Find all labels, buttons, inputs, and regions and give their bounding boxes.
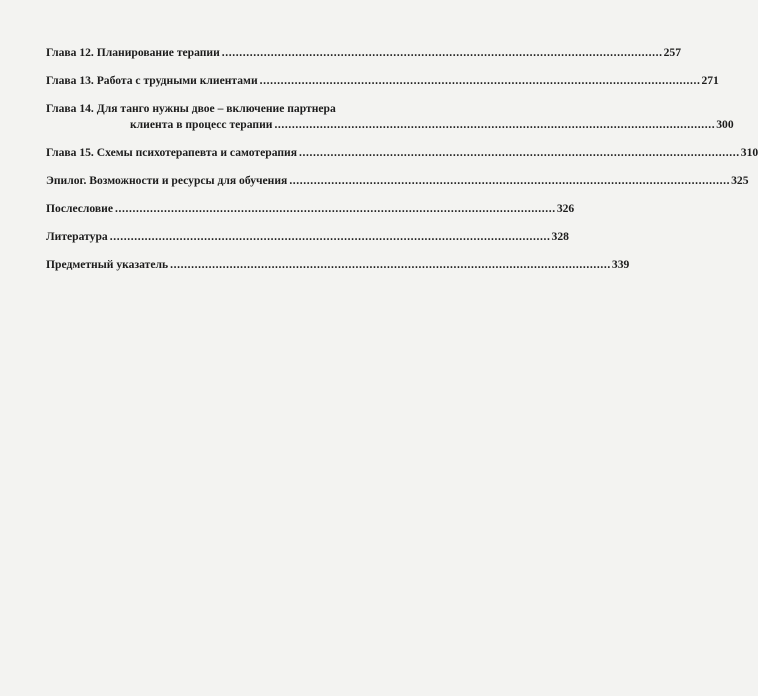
toc-entry-page: 257 — [663, 46, 681, 59]
dot-leader: .............................................................................................................................. — [109, 230, 551, 243]
toc-entry-title: Предметный указатель — [46, 258, 169, 271]
toc-entry-title: Послесловие — [46, 202, 113, 215]
dot-leader: .............................................................................................................................. — [289, 174, 731, 187]
toc-entry-epilogue — [46, 173, 749, 189]
dot-leader: .............................................................................................................................. — [274, 118, 716, 131]
toc-entry-chapter-13 — [46, 73, 719, 89]
toc-entry-page: 328 — [551, 230, 569, 243]
toc-entry-title: Глава 15. Схемы психотерапевта и самотерапия — [46, 146, 297, 159]
dot-leader: .............................................................................................................................. — [170, 258, 611, 271]
toc-entry-page: 339 — [611, 258, 630, 271]
toc-entry-title: Эпилог. Возможности и ресурсы для обучения — [46, 174, 288, 187]
dot-leader: .............................................................................................................................. — [259, 74, 701, 87]
dot-leader: .............................................................................................................................. — [115, 202, 556, 215]
dot-leader: .............................................................................................................................. — [221, 46, 663, 59]
toc-entry-page: 310 — [740, 146, 758, 159]
toc-entry-references — [46, 229, 569, 245]
toc-entry-afterword — [46, 201, 575, 217]
toc-entry-page: 326 — [556, 202, 575, 215]
toc-entry-title: Глава 13. Работа с трудными клиентами — [46, 74, 258, 87]
toc-entry-page: 300 — [716, 118, 734, 131]
toc-entry-chapter-14 — [46, 101, 734, 133]
toc-entry-page: 271 — [701, 74, 719, 87]
toc-entry-title-line2: клиента в процесс терапии — [130, 118, 273, 131]
toc-entry-chapter-15 — [46, 145, 758, 161]
table-of-contents — [46, 45, 758, 273]
dot-leader: .............................................................................................................................. — [298, 146, 740, 159]
toc-entry-page: 325 — [731, 174, 749, 187]
toc-entry-title-line1: Глава 14. Для танго нужны двое – включение партнера — [46, 102, 336, 115]
toc-entry-title: Литература — [46, 230, 108, 243]
toc-entry-subject-index — [46, 257, 630, 273]
toc-entry-chapter-12 — [46, 45, 681, 61]
toc-entry-title: Глава 12. Планирование терапии — [46, 46, 220, 59]
